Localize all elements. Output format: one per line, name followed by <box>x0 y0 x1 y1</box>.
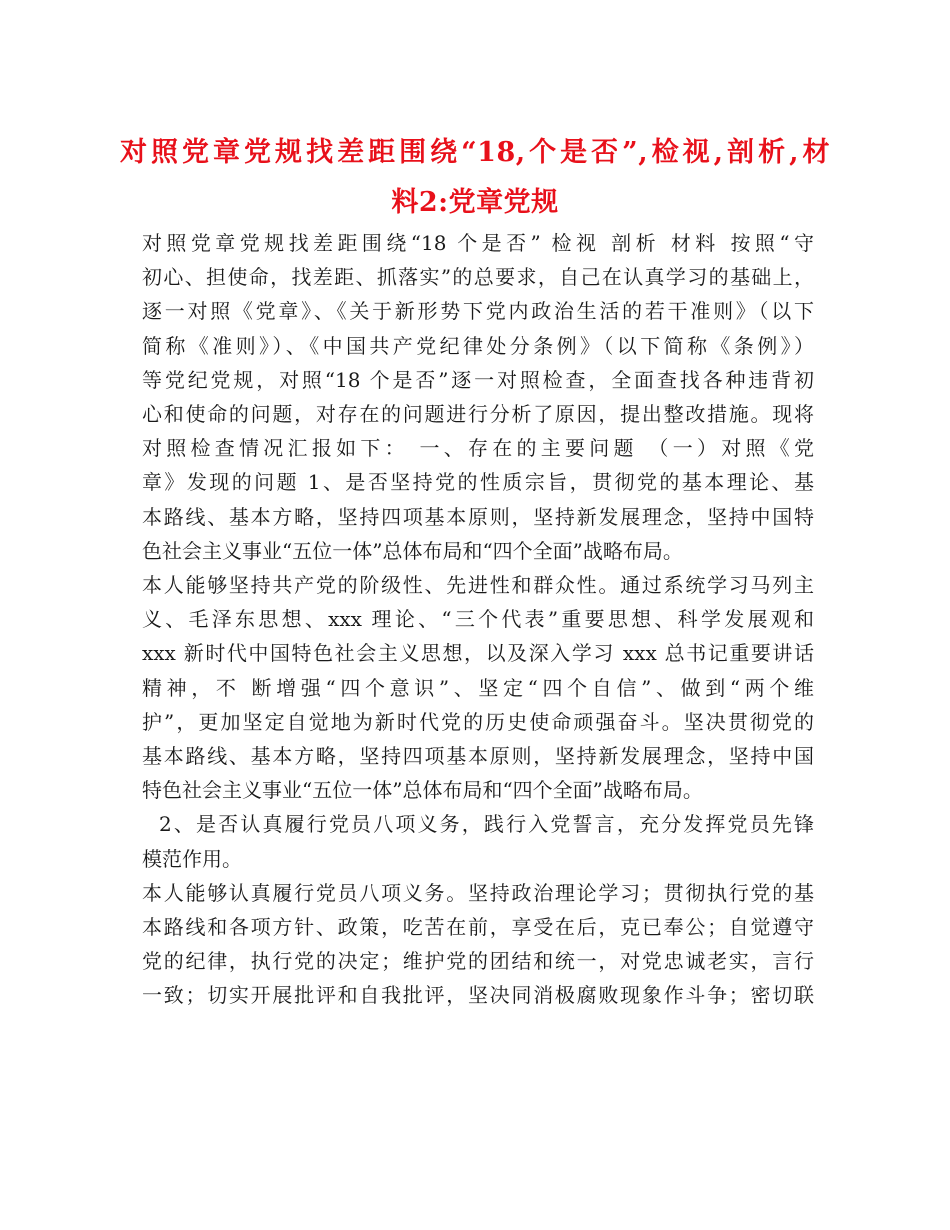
body-line: 逐一对照《党章》、《关于新形势下党内政治生活的若干准则》（以下 <box>142 299 814 324</box>
body-line: 本路线和各项方针、政策，吃苦在前，享受在后，克已奉公；自觉遵守 <box>142 915 814 940</box>
body-line: 对照检查情况汇报如下： 一、存在的主要问题 （一）对照《党 <box>142 436 814 461</box>
body-line: 章》发现的问题 1、是否坚持党的性质宗旨，贯彻党的基本理论、基 <box>142 470 814 495</box>
body-line: 党的纪律，执行党的决定；维护党的团结和统一，对党忠诚老实，言行 <box>142 949 814 974</box>
body-line: 本路线、基本方略，坚持四项基本原则，坚持新发展理念，坚持中国特 <box>142 504 814 529</box>
body-line: 模范作用。 <box>142 846 242 871</box>
body-line: xxx 新时代中国特色社会主义思想，以及深入学习 xxx 总书记重要讲话 <box>142 641 814 666</box>
body-line: 基本路线、基本方略，坚持四项基本原则，坚持新发展理念，坚持中国 <box>142 744 814 769</box>
body-line: 初心、担使命，找差距、抓落实”的总要求，自己在认真学习的基础上， <box>142 265 814 290</box>
body-line: 2、是否认真履行党员八项义务，践行入党誓言，充分发挥党员先锋 <box>142 812 814 837</box>
body-line: 色社会主义事业“五位一体”总体布局和“四个全面”战略布局。 <box>142 538 683 563</box>
title-line: 料2:党章党规 <box>391 187 559 218</box>
body-line: 护”，更加坚定自觉地为新时代党的历史使命顽强奋斗。坚决贯彻党的 <box>142 709 814 734</box>
body-line: 义、毛泽东思想、xxx 理论、“三个代表”重要思想、科学发展观和 <box>142 607 814 632</box>
document-title <box>120 128 830 228</box>
body-line: 本人能够坚持共产党的阶级性、先进性和群众性。通过系统学习马列主 <box>142 573 814 598</box>
document-body <box>142 226 814 1013</box>
body-line: 等党纪党规，对照“18 个是否”逐一对照检查，全面查找各种违背初 <box>142 367 814 392</box>
body-line: 一致；切实开展批评和自我批评，坚决同消极腐败现象作斗争；密切联 <box>142 983 814 1008</box>
body-line: 特色社会主义事业“五位一体”总体布局和“四个全面”战略布局。 <box>142 778 703 803</box>
body-line: 简称《准则》）、《中国共产党纪律处分条例》（以下简称《条例》） <box>142 333 814 358</box>
title-line: 对照党章党规找差距围绕“18,个是否”,检视,剖析,材 <box>120 137 830 168</box>
body-line: 对照党章党规找差距围绕“18 个是否” 检视 剖析 材料 按照“守 <box>142 231 814 255</box>
body-line: 本人能够认真履行党员八项义务。坚持政治理论学习；贯彻执行党的基 <box>142 880 814 905</box>
body-line: 精神，不 断增强“四个意识”、坚定“四个自信”、做到“两个维 <box>142 675 814 700</box>
body-line: 心和使命的问题，对存在的问题进行分析了原因，提出整改措施。现将 <box>142 402 814 427</box>
